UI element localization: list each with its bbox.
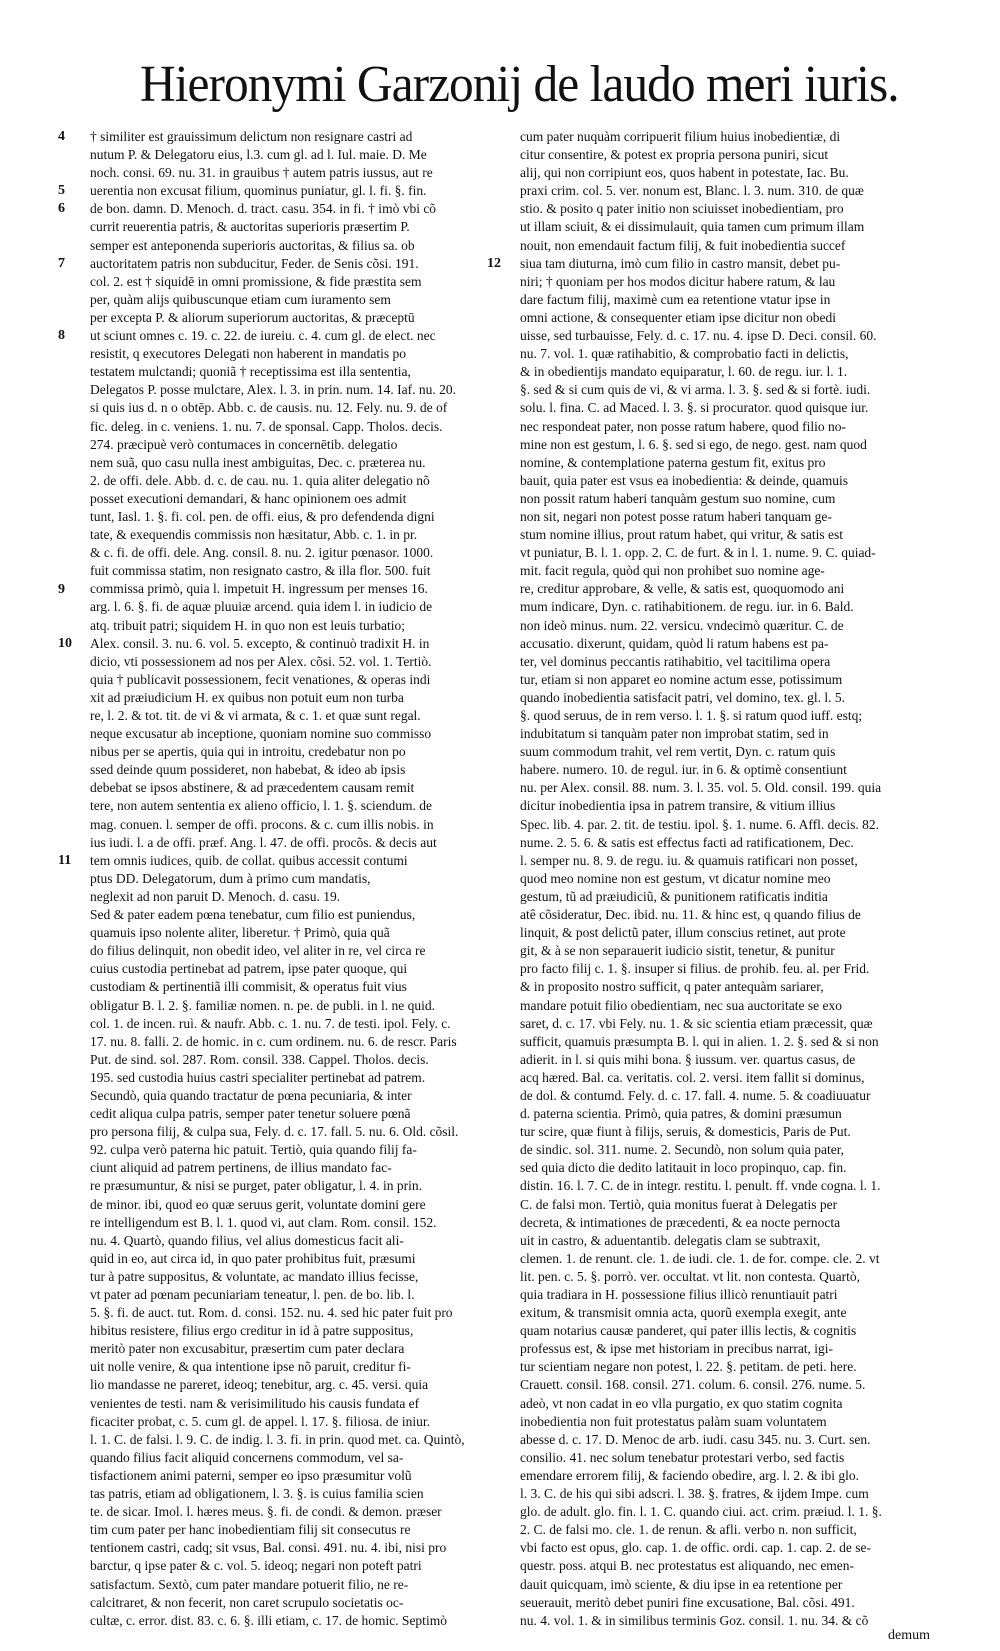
text-line: ut illam sciuit, & ei dissimulauit, quia tamen cum primum illam <box>520 219 865 235</box>
text-line: nume. 2. 5. 6. & satis est effectus facti ad ratificationem, Dec. <box>520 834 854 850</box>
text-line: & c. fi. de offi. dele. Ang. consil. 8. nu. 2. igitur pœnasor. 1000. <box>90 545 434 561</box>
text-line: custodiam & pertinentiã illi commisit, & operatus fuit vius <box>90 979 407 995</box>
page-title: Hieronymi Garzonij de laudo meri iuris. <box>140 56 899 113</box>
text-line: dicio, vti possessionem ad nos per Alex. cõsi. 52. vol. 1. Tertiò. <box>90 653 432 669</box>
text-line: noch. consi. 69. nu. 31. in grauibus † autem patris iussus, aut re <box>90 165 433 181</box>
text-line: l. semper nu. 8. 9. de regu. iu. & quamuis ratificari non posset, <box>520 852 858 868</box>
text-line: currit reuerentia patris, & auctoritas superioris præsertim P. <box>90 219 410 235</box>
text-line: per, quàm alijs quibuscunque etiam cum iuramento sem <box>90 291 391 307</box>
text-line: bauit, quia pater est vsus ea inobedientia: & deinde, quamuis <box>520 472 849 488</box>
text-line: tate, & exequendis commissis non hæsitatur, Abb. c. 1. in pr. <box>90 527 418 543</box>
text-line: omni actione, & consequenter etiam ipse dicitur non obedi <box>520 309 837 325</box>
text-line: quia tradiara in H. possessione filius illicò renuntiauit patri <box>520 1287 838 1302</box>
text-line: uit in castro, & aduentantib. delegatis clam se subtraxit, <box>520 1232 821 1248</box>
text-line: col. 1. de incen. ruì. & naufr. Abb. c. 1. nu. 7. de testi. ipol. Fely. c. <box>90 1015 451 1031</box>
text-line: tunt, Iasl. 1. §. fi. col. pen. de offi. eius, & pro defendenda digni <box>90 508 435 524</box>
text-line: uit nolle venire, & qua intentione ipse nõ paruit, creditur fi- <box>90 1359 411 1375</box>
text-line: sufficit, quamuis præsumpta B. l. qui in alien. 1. 2. §. sed & si non <box>520 1033 879 1049</box>
text-line: 2. C. de falsi mo. cle. 1. de renun. & afli. verbo n. non sufficit, <box>520 1522 857 1538</box>
text-line: & in proposito nostro sufficit, q pater antequàm sariarer, <box>520 979 824 995</box>
text-line: atê cõsideratur, Dec. ibid. nu. 11. & hinc est, q quando filius de <box>520 907 861 923</box>
catchword: demum <box>888 1628 930 1643</box>
text-line: re, l. 2. & tot. tit. de vi & vi armata, & c. 1. et quæ sunt regal. <box>90 708 421 723</box>
text-line: ius iudi. l. a de offi. præf. Ang. l. 47. de offi. procõs. & decis aut <box>90 834 437 850</box>
text-line: nouit, non emendauit factum filij, & fuit inobedientia succef <box>520 237 846 253</box>
margin-number: 9 <box>58 581 65 597</box>
text-line: adierit. in l. si quis mihi bona. § iussum. ver. quartus casus, de <box>520 1051 856 1067</box>
text-line: inobedientia non fuit protestatus palàm suam voluntatem <box>520 1413 827 1429</box>
text-line: de minor. ibi, quod eo quæ seruus gerit, voluntate domini gere <box>90 1196 426 1212</box>
text-line: mit. facit regula, quòd qui non prohibet suo nomine age- <box>520 563 825 579</box>
text-line: Sed & pater eadem pœna tenebatur, cum filio est puniendus, <box>90 907 416 923</box>
text-line: nibus per se apertis, quia qui in introitu, credebatur non po <box>90 744 406 760</box>
text-line: dare factum filij, maximè cum ea retentione vtatur ipse in <box>520 291 831 307</box>
text-line: non possit ratum haberi tanquàm gestum suo nomine, cum <box>520 490 836 506</box>
text-line: sed quia dicto die dedito latitauit in loco propinquo, cap. fin. <box>520 1160 847 1176</box>
text-line: tas patris, etiam ad obligationem, l. 3. §. is cuius familia scien <box>90 1486 424 1502</box>
right-column <box>520 128 940 1630</box>
text-line: † similiter est grauissimum delictum non resignare castri ad <box>90 129 413 144</box>
text-line: tem omnis iudices, quib. de collat. quibus accessit contumi <box>90 852 408 868</box>
text-line: tentionem castri, cadq; sit vsus, Bal. consi. 491. nu. 4. ibi, nisi pro <box>90 1540 447 1556</box>
text-line: atq. tribuit patri; siquidem H. in quo non est leuis turbatio; <box>90 617 405 633</box>
text-line: debebat se ipsos abstinere, & ad præcedentem causam remit <box>90 780 415 796</box>
text-line: ptus DD. Delegatorum, dum à primo cum mandatis, <box>90 870 371 886</box>
text-line: saret, d. c. 17. vbi Fely. nu. 1. & sic scientia etiam præcessit, quæ <box>520 1015 873 1031</box>
text-line: do filius delinquit, non obedit ideo, vel aliter in re, vel circa re <box>90 943 426 959</box>
text-line: ut sciunt omnes c. 19. c. 22. de iureiu. c. 4. cum gl. de elect. nec <box>90 328 436 344</box>
text-line: Put. de sind. sol. 287. Rom. consil. 338. Cappel. Tholos. decis. <box>90 1051 429 1067</box>
text-line: questr. poss. atqui B. nec protestatus est aliquando, nec emen- <box>520 1558 855 1574</box>
text-line: solu. l. fina. C. ad Maced. l. 3. §. si procurator. quod quisque iur. <box>520 400 869 416</box>
text-line: l. 1. C. de falsi. l. 9. C. de indig. l. 3. fi. in prin. quod met. ca. Quintò, <box>90 1431 465 1447</box>
text-line: non ideò minus. num. 22. versicu. vndecimò quæritur. C. de <box>520 617 844 633</box>
text-line: nomine, & contemplatione paterna gestum fit, exitus pro <box>520 454 826 470</box>
text-line: git, & à se non separauerit iudicio sistit, tenetur, & punitur <box>520 943 835 959</box>
text-line: ter, vel dominus peccantis ratihabitio, vel tacitilima opera <box>520 653 831 669</box>
text-line: quando filius facit aliquid concernens commodum, vel sa- <box>90 1449 404 1465</box>
text-line: tere, non autem sententia ex alieno officio, l. 1. §. sciendum. de <box>90 798 433 814</box>
text-line: 274. præcipuè verò contumaces in concernētib. delegatio <box>90 436 398 452</box>
text-line: col. 2. est † siquidē in omni promissione, & fide præstita sem <box>90 273 422 289</box>
text-line: posset executioni demandari, & hanc opinionem oes admit <box>90 490 407 506</box>
text-line: siua tam diuturna, imò cum filio in castro mansit, debet pu- <box>520 255 841 271</box>
text-line: nu. 7. vol. 1. quæ ratihabitio, & comprobatio facti in delictis, <box>520 346 849 362</box>
margin-number: 7 <box>58 255 65 271</box>
text-line: nu. 4. Quartò, quando filius, vel alius domesticus facit ali- <box>90 1232 404 1248</box>
text-line: suum commodum trahit, vel rem vertit, Dyn. c. ratum quis <box>520 744 836 760</box>
text-line: satisfactum. Sextò, cum pater mandare potuerit filio, ne re- <box>90 1576 409 1592</box>
text-line: 2. de offi. dele. Abb. d. c. de cau. nu. 1. quia aliter delegatio nõ <box>90 472 430 488</box>
text-line: stio. & posito q pater initio non sciuisset inobedientiam, pro <box>520 201 844 217</box>
text-line: mag. conuen. l. semper de offi. procons. & c. cum illis nobis. in <box>90 816 434 832</box>
text-line: dicitur inobedientia ipsa in patrem transire, & vitium illius <box>520 798 836 814</box>
text-line: 17. nu. 8. falli. 2. de homic. in c. cum ordinem. nu. 6. de rescr. Paris <box>90 1033 457 1049</box>
text-line: accusatio. dixerunt, quidam, quòd li ratum habens est pa- <box>520 635 829 651</box>
text-line: lit. pen. c. 5. §. porrò. ver. occultat. vt lit. non contesta. Quartò, <box>520 1268 861 1284</box>
text-line: hibitus resistere, filius ergo creditur in id à patre suppositus, <box>90 1323 414 1339</box>
text-line: arg. l. 6. §. fi. de aquæ pluuiæ arcend. quia idem l. in iudicio de <box>90 599 433 615</box>
text-line: praxi crim. col. 5. ver. nonum est, Blanc. l. 3. num. 310. de quæ <box>520 183 864 199</box>
text-line: glo. de adult. glo. fin. l. 1. C. quando ciui. act. crim. præiud. l. 1. §. <box>520 1504 882 1520</box>
text-line: neque excusatur ab inceptione, quoniam nomine suo commisso <box>90 726 432 742</box>
text-line: linquit, & post delictũ pater, illum conscius retinet, aut prote <box>520 925 846 941</box>
text-line: venientes de testi. nam & verisimilitudo his causis fundata ef <box>90 1395 420 1411</box>
text-line: habere. numero. 10. de regul. iur. in 6. & optimè consentiunt <box>520 762 847 778</box>
text-line: adeò, vt non cadat in eo vlla purgatio, ex quo statim cognita <box>520 1395 843 1411</box>
text-line: Secundò, quia quando tractatur de pœna pecuniaria, & inter <box>90 1087 412 1103</box>
text-line: fic. deleg. in c. veniens. 1. nu. 7. de sponsal. Capp. Tholos. decis. <box>90 418 443 434</box>
text-line: alij, qui non corripiunt eos, quos habent in potestate, Iac. Bu. <box>520 165 849 181</box>
text-line: lio mandasse ne pareret, ideoq; tenebitur, arg. c. 45. versi. quia <box>90 1377 429 1393</box>
text-line: exitum, & transmisit omnia acta, quorũ exempla exegit, ante <box>520 1305 847 1321</box>
text-line: re præsumuntur, & nisi se purget, pater obligatur, l. 4. in prin. <box>90 1178 422 1194</box>
text-line: distin. 16. l. 7. C. de in integr. restitu. l. penult. ff. vnde cogna. l. 1. <box>520 1178 881 1194</box>
text-line: pro facto filij c. 1. §. insuper si filius. de prohib. feu. al. per Frid. <box>520 961 870 977</box>
text-line: clemen. 1. de renunt. cle. 1. de iudi. cle. 1. de for. compe. cle. 2. vt <box>520 1250 880 1266</box>
text-line: Alex. consil. 3. nu. 6. vol. 5. excepto, & continuò tradixit H. in <box>90 635 430 651</box>
text-line: dauit quicquam, imò sciente, & diu ipse in ea retentione per <box>520 1576 843 1592</box>
text-line: §. sed & si cum quis de vi, & vi arma. l. 3. §. sed & si fortè. iudi. <box>520 382 871 398</box>
text-line: nu. per Alex. consil. 88. num. 3. l. 35. vol. 5. Old. consil. 199. quia <box>520 780 882 796</box>
text-line: tim cum pater per hanc inobedientiam filij sit consecutus re <box>90 1522 411 1538</box>
text-line: seuerauit, meritò debet puniri fine excusatione, Bal. cõsi. 491. <box>520 1594 855 1610</box>
text-line: nec respondeat pater, non posse ratum habere, quod filio no- <box>520 418 846 434</box>
text-line: 5. §. fi. de auct. tut. Rom. d. consi. 152. nu. 4. sed hic pater fuit pro <box>90 1305 453 1321</box>
text-line: mine non est gestum, l. 6. §. sed si ego, de nego. gest. nam quod <box>520 436 867 452</box>
text-line: Crauett. consil. 168. consil. 271. colum. 6. consil. 276. nume. 5. <box>520 1377 866 1393</box>
margin-number: 10 <box>58 635 72 651</box>
text-line: quia † publicavit possessionem, fecit venationes, & operas indi <box>90 671 431 687</box>
text-line: semper est anteponenda superioris auctoritas, & filius sa. ob <box>90 237 415 253</box>
text-line: cultæ, c. error. dist. 83. c. 6. §. illi etiam, c. 17. de homic. Septimò <box>90 1612 447 1628</box>
text-line: cedit aliqua culpa patris, semper pater tenetur soluere pœnã <box>90 1106 411 1122</box>
text-line: non sit, negari non potest posse ratum haberi tanquam ge- <box>520 508 832 524</box>
text-line: meritò pater non excusabitur, præsertim cum pater declara <box>90 1341 405 1357</box>
text-line: testatem mulctandi; quoniã † receptissima est illa sententia, <box>90 364 411 380</box>
text-line: quod meo nomine non est gestum, vt dicatur nomine meo <box>520 870 831 886</box>
text-line: de sindic. sol. 311. nume. 2. Secundò, non solum quia pater, <box>520 1142 845 1158</box>
margin-number: 4 <box>58 129 65 144</box>
text-line: Spec. lib. 4. par. 2. tit. de testiu. ipol. §. 1. nume. 6. Affl. decis. 82. <box>520 816 879 832</box>
text-line: vbi facto est opus, glo. cap. 1. de offic. ordi. cap. 1. cap. 2. de se- <box>520 1540 872 1556</box>
text-line: §. quod seruus, de in rem verso. l. 1. §. si ratum quod iuff. estq; <box>520 708 863 723</box>
text-line: pro persona filij, & culpa sua, Fely. d. c. 17. fall. 5. nu. 6. Old. cõsil. <box>90 1124 459 1140</box>
text-line: calcitraret, & non fecerit, non caret scrupulo societatis oc- <box>90 1594 404 1610</box>
text-line: Delegatos P. posse mulctare, Alex. l. 3. in prin. num. 14. Iaf. nu. 20. <box>90 382 456 398</box>
text-line: auctoritatem patris non subducitur, Feder. de Senis cõsi. 191. <box>90 255 419 271</box>
text-line: niri; † quoniam per hos modos dicitur habere ratum, & lau <box>520 273 836 289</box>
text-line: nu. 4. vol. 1. & in similibus terminis Goz. consil. 1. nu. 34. & cõ <box>520 1612 869 1628</box>
text-line: de bon. damn. D. Menoch. d. tract. casu. 354. in fi. † imò vbi cõ <box>90 201 437 217</box>
text-line: cum pater nuquàm corripuerit filium huius inobedientiæ, di <box>520 129 841 144</box>
text-line: tur scire, quæ fiunt à filijs, seruis, & domesticis, Paris de Put. <box>520 1124 851 1140</box>
text-line: nutum P. & Delegatoru eius, l.3. cum gl. ad l. Iul. maie. D. Me <box>90 147 427 163</box>
text-line: indubitatum si tanquàm pater non improbat statim, sed in <box>520 726 829 742</box>
text-line: te. de sicar. Imol. l. hæres meus. §. fi. de condi. & demon. præser <box>90 1504 442 1520</box>
text-line: neglexit ad non paruit D. Menoch. d. casu. 19. <box>90 888 341 904</box>
text-line: tur scientiam negare non potest, l. 22. §. petitam. de peti. here. <box>520 1359 857 1375</box>
text-line: abesse d. c. 17. D. Menoc de arb. iudi. casu 345. nu. 3. Curt. sen. <box>520 1431 871 1447</box>
text-line: emendare errorem filij, & faciendo obedire, arg. l. 2. & ibi glo. <box>520 1467 860 1483</box>
margin-number: 5 <box>58 183 65 199</box>
text-line: barctur, q ipse pater & c. vol. 5. ideoq; negari non poteft patri <box>90 1558 422 1574</box>
text-line: vt pater ad pœnam pecuniariam teneatur, l. pen. de bo. lib. l. <box>90 1287 415 1302</box>
text-line: vt puniatur, B. l. 1. opp. 2. C. de furt. & in l. 1. nume. 9. C. quiad- <box>520 545 876 561</box>
text-line: tisfactionem animi paterni, semper eo ipso præsumitur volũ <box>90 1467 412 1483</box>
text-line: nem suã, quo casu nulla inest ambiguitas, Dec. c. præterea nu. <box>90 454 426 470</box>
left-column <box>90 128 530 1630</box>
margin-number: 8 <box>58 328 65 344</box>
text-line: professus est, & ipse met historiam in precibus narrat, igi- <box>520 1341 834 1357</box>
text-line: tur, etiam si non apparet eo nomine actum esse, potissimum <box>520 671 843 687</box>
text-line: si quis ius d. n o obtēp. Abb. c. de causis. nu. 12. Fely. nu. 9. de of <box>90 400 448 416</box>
text-line: resistit, q executores Delegati non haberent in mandatis po <box>90 346 407 362</box>
text-line: l. 3. C. de his qui sibi adscri. l. 38. §. fratres, & ijdem Impe. cum <box>520 1486 869 1502</box>
text-line: re intelligendum est B. l. 1. quod vi, aut clam. Rom. consil. 152. <box>90 1214 437 1230</box>
text-line: uerentia non excusat filium, quominus puniatur, gl. l. fi. §. fin. <box>90 183 427 199</box>
margin-number: 12 <box>487 255 501 271</box>
text-line: quam notarius causæ panderet, qui pater illis lectis, & cognitis <box>520 1323 857 1339</box>
text-line: 195. sed custodia huius castri specialiter pertinebat ad patrem. <box>90 1069 426 1085</box>
text-line: ciunt aliquid ad patrem pertinens, de illius mandato fac- <box>90 1160 392 1176</box>
text-line: stum nomine illius, prout ratum habet, qui vritur, & satis est <box>520 527 844 543</box>
text-line: quando inobedientia satisfacit patri, vel domino, tex. gl. l. 5. <box>520 689 846 705</box>
text-line: 92. culpa verò paterna hic patuit. Tertiò, quia quando filij fa- <box>90 1142 417 1158</box>
text-line: fuit commissa statim, non resignato castro, & illa flor. 500. fuit <box>90 563 431 579</box>
text-line: acq hæred. Bal. ca. veritatis. col. 2. versi. item fallit si dominus, <box>520 1069 865 1085</box>
text-line: commissa primò, quia l. impetuit H. ingressum per menses 16. <box>90 581 428 597</box>
text-line: ssed deinde quum possideret, non habebat, & ideo ab ipsis <box>90 762 406 778</box>
text-line: citur consentire, & potest ex propria persona puniri, sicut <box>520 147 829 163</box>
text-line: obligatur B. l. 2. §. familiæ nomen. n. pe. de publi. in l. ne quid. <box>90 997 435 1013</box>
text-line: mandare potuit filio obedientiam, nec sua auctoritate se exo <box>520 997 843 1013</box>
text-line: & in obedientijs mandato equiparatur, l. 60. de regu. iur. l. 1. <box>520 364 848 380</box>
text-line: xit ad præiudicium H. ex quibus non potuit eum non turba <box>90 689 404 705</box>
text-line: tur à patre suppositus, & voluntate, ac mandato illius fecisse, <box>90 1268 419 1284</box>
text-line: uisse, sed turbauisse, Fely. d. c. 17. nu. 4. ipse D. Deci. consil. 60. <box>520 328 877 344</box>
margin-number: 6 <box>58 201 65 217</box>
text-line: ficaciter probat, c. 5. cum gl. de appel. l. 17. §. filiosa. de iniur. <box>90 1413 431 1429</box>
margin-number: 11 <box>58 853 72 868</box>
text-line: d. paterna scientia. Primò, quia patres, & domini præsumun <box>520 1106 842 1122</box>
text-line: consilio. 41. nec solum tenebatur protestari verbo, sed factis <box>520 1449 845 1465</box>
text-line: de dol. & contumd. Fely. d. c. 17. fall. 4. nume. 5. & coadiuuatur <box>520 1087 871 1103</box>
text-line: mum indicare, Dyn. c. ratihabitionem. de regu. iur. in 6. Bald. <box>520 599 854 615</box>
text-line: decreta, & intimationes de præcedenti, & ea nocte pernocta <box>520 1214 841 1230</box>
text-line: cuius custodia pertinebat ad patrem, ipse pater quoque, qui <box>90 961 408 977</box>
text-line: re, creditur approbare, & velle, & satis est, quoquomodo ani <box>520 581 845 597</box>
text-line: quamuis ipso nolente aliter, liberetur. † Primò, quia quã <box>90 925 390 941</box>
text-line: per excepta P. & aliorum superiorum auctoritas, & præceptū <box>90 309 415 325</box>
text-line: quid in eo, aut circa id, in quo pater prohibitus fuit, præsumi <box>90 1250 416 1266</box>
text-line: C. de falsi mon. Tertiò, quia monitus fuerat à Delegatis per <box>520 1196 838 1212</box>
text-line: gestum, tũ ad præiudiciũ, & punitionem ratificatis inditia <box>520 888 828 904</box>
